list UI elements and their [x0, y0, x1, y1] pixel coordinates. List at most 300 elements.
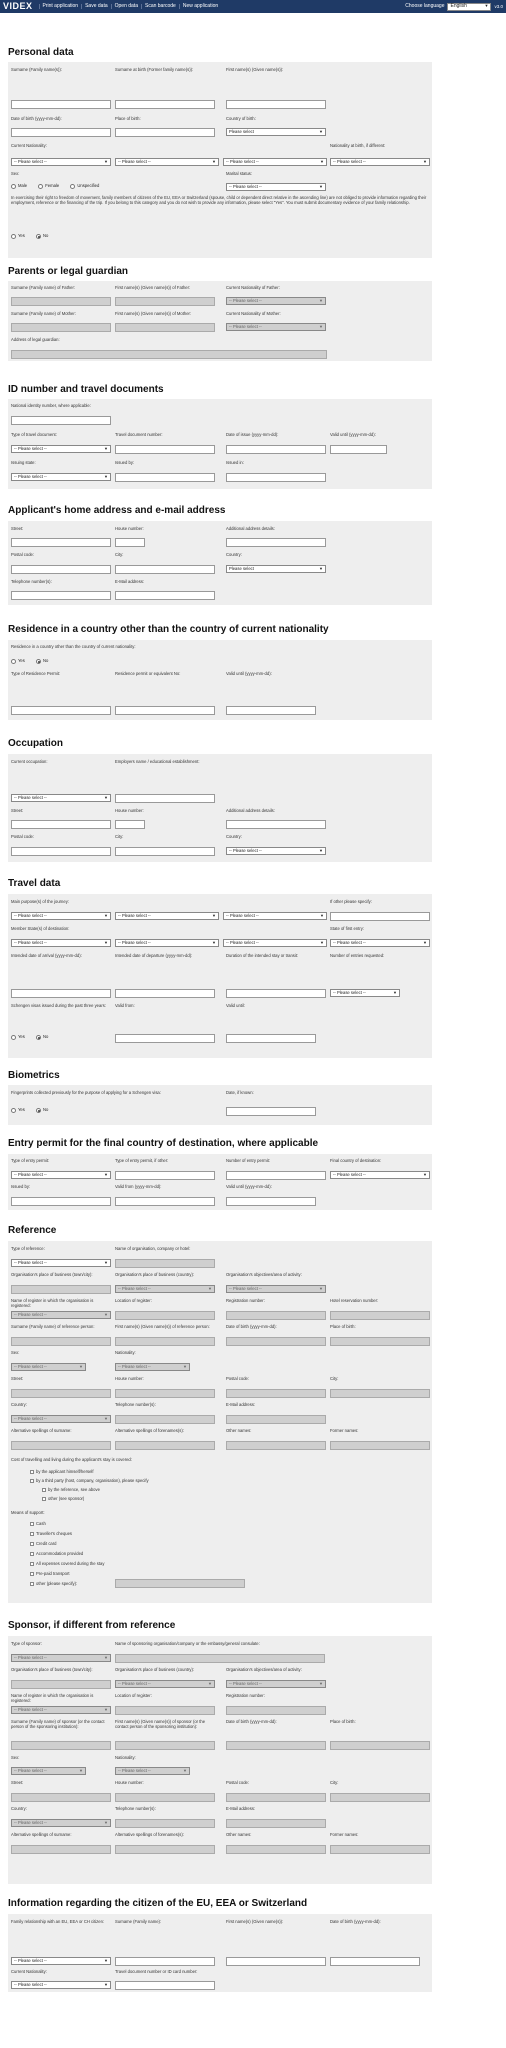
- ref-surname-label: Surname (Family name) of reference person:: [11, 1324, 95, 1329]
- ref-register-select[interactable]: -- Please select -- ▼: [11, 1311, 111, 1319]
- eu-surname-label: Surname (Family name):: [115, 1919, 162, 1924]
- sex-unspecified-radio[interactable]: Unspecified: [70, 184, 99, 189]
- sp-type-select[interactable]: -- Please select -- ▼: [11, 1654, 111, 1662]
- member-state-select-2[interactable]: -- Please select -- ▼: [115, 939, 219, 947]
- ref-street-label: Street:: [11, 1376, 24, 1381]
- sp-org-label: Name of sponsoring organisation/company or the embassy/general consulate:: [115, 1641, 260, 1646]
- country-label: Country:: [226, 552, 242, 557]
- chevron-down-icon: ▼: [319, 297, 323, 303]
- member-state-select-1[interactable]: -- Please select -- ▼: [11, 939, 111, 947]
- eu-relationship-select[interactable]: -- Please select -- ▼: [11, 1957, 111, 1965]
- ref-country-select[interactable]: -- Please select -- ▼: [11, 1415, 111, 1423]
- employer-country-label: Country:: [226, 834, 242, 839]
- fingerprints-radio-group: [11, 1108, 58, 1115]
- residence-valid-label: Valid until (yyyy-mm-dd):: [226, 671, 272, 676]
- mother-nationality-select[interactable]: -- Please select -- ▼: [226, 323, 326, 331]
- sp-postal-input[interactable]: [226, 1793, 326, 1802]
- chevron-down-icon: ▼: [104, 445, 108, 451]
- mother-first-input[interactable]: [115, 323, 215, 332]
- means-other-checkbox[interactable]: other (please specify):: [30, 1581, 77, 1586]
- sp-first-input[interactable]: [115, 1741, 215, 1750]
- chevron-down-icon: ▼: [208, 1285, 212, 1291]
- sex-female-radio[interactable]: Female: [38, 184, 59, 189]
- ref-pob-label: Place of birth:: [330, 1324, 356, 1329]
- cob-label: Country of birth:: [226, 116, 256, 121]
- permit-issued-by-label: Issued by:: [11, 1184, 31, 1189]
- sp-postal-label: Postal code:: [226, 1780, 250, 1785]
- means-accommodation-checkbox[interactable]: Accommodation provided: [30, 1551, 83, 1556]
- ref-city-input[interactable]: [330, 1389, 430, 1398]
- eu-doc-number-label: Travel document number or ID card number:: [115, 1969, 198, 1974]
- doc-type-select[interactable]: -- Please select -- ▼: [11, 445, 111, 453]
- fingerprints-yes-radio[interactable]: Yes: [11, 1108, 25, 1113]
- permit-number-input[interactable]: [115, 706, 215, 715]
- sex-label: Sex:: [11, 171, 20, 176]
- residence-radio-group: [11, 659, 58, 666]
- ref-sex-label: Sex:: [11, 1350, 20, 1355]
- ref-reg-number-label: Registration number:: [226, 1298, 265, 1303]
- cost-by-third-checkbox[interactable]: by a third party (host, company, organisation), please specify: [30, 1478, 149, 1483]
- permit-valid-from-label: Valid from (yyyy-mm-dd):: [115, 1184, 162, 1189]
- means-cheques-checkbox[interactable]: Traveller's cheques: [30, 1531, 72, 1536]
- ref-nationality-select[interactable]: -- Please select -- ▼: [115, 1363, 190, 1371]
- ref-alt-surname-label: Alternative spellings of surname:: [11, 1428, 72, 1433]
- entry-permit-number-label: Number of entry permit:: [226, 1158, 270, 1163]
- employer-street-label: Street:: [11, 808, 24, 813]
- ref-city-label: City:: [330, 1376, 339, 1381]
- chevron-down-icon: ▼: [319, 128, 323, 134]
- sponsor-title: Sponsor, if different from reference: [8, 1620, 176, 1631]
- father-nationality-label: Current Nationality of Father:: [226, 285, 280, 290]
- sp-register-select[interactable]: -- Please select -- ▼: [11, 1706, 111, 1714]
- arrival-input[interactable]: [11, 989, 111, 998]
- means-credit-card-checkbox[interactable]: Credit card: [30, 1541, 56, 1546]
- arrival-label: Intended date of arrival (yyyy-mm-dd):: [11, 953, 82, 958]
- travel-title: Travel data: [8, 878, 61, 889]
- current-nationality-select[interactable]: -- Please select -- ▼: [11, 158, 111, 166]
- ref-sex-select[interactable]: -- Please select -- ▼: [11, 1363, 86, 1371]
- sp-reg-number-label: Registration number:: [226, 1693, 265, 1698]
- postal-input[interactable]: [11, 565, 111, 574]
- means-prepaid-checkbox[interactable]: Pre-paid transport: [30, 1571, 70, 1576]
- city-label: City:: [115, 552, 124, 557]
- sp-phone-label: Telephone number(s):: [115, 1806, 156, 1811]
- top-bar: [0, 0, 506, 13]
- doc-number-input[interactable]: [115, 445, 215, 454]
- national-id-label: National identity number, where applicable:: [11, 403, 91, 408]
- sp-email-input[interactable]: [226, 1819, 326, 1828]
- eu-dob-label: Date of birth (yyyy-mm-dd):: [330, 1919, 381, 1924]
- chevron-down-icon: ▼: [423, 939, 427, 945]
- sp-former-names-label: Former names:: [330, 1832, 359, 1837]
- sp-city-label: City:: [330, 1780, 339, 1785]
- ref-alt-surname-input[interactable]: [11, 1441, 111, 1450]
- new-application-button[interactable]: New application: [179, 4, 221, 10]
- sp-alt-first-input[interactable]: [115, 1845, 215, 1854]
- mother-surname-input[interactable]: [11, 323, 111, 332]
- issuing-state-select[interactable]: -- Please select -- ▼: [11, 473, 111, 481]
- schengen-label: Schengen visas issued during the past three years:: [11, 1003, 106, 1008]
- current-nationality-2-select[interactable]: -- Please select -- ▼: [115, 158, 219, 166]
- ref-nationality-label: Nationality:: [115, 1350, 136, 1355]
- house-label: House number:: [115, 526, 144, 531]
- chevron-down-icon: ▼: [212, 158, 216, 164]
- schengen-from-input[interactable]: [115, 1034, 215, 1043]
- ref-former-names-label: Former names:: [330, 1428, 359, 1433]
- entry-permit-other-input[interactable]: [115, 1171, 215, 1180]
- cost-other-checkbox[interactable]: other (see sponsor): [42, 1496, 84, 1501]
- eu-family-yes-radio[interactable]: Yes: [11, 234, 25, 239]
- ref-register-loc-input[interactable]: [115, 1311, 215, 1320]
- additional-input[interactable]: [226, 538, 326, 547]
- sp-place-city-label: Organisation's place of business (town/city):: [11, 1667, 93, 1672]
- ref-postal-label: Postal code:: [226, 1376, 250, 1381]
- permit-valid-from-input[interactable]: [115, 1197, 215, 1206]
- departure-input[interactable]: [115, 989, 215, 998]
- sp-nationality-label: Nationality:: [115, 1755, 136, 1760]
- schengen-yes-radio[interactable]: Yes: [11, 1035, 25, 1040]
- occupation-label: Current occupation:: [11, 759, 48, 764]
- ref-reg-number-input[interactable]: [226, 1311, 326, 1320]
- sp-surname-input[interactable]: [11, 1741, 111, 1750]
- sp-objectives-label: Organisation's objectives/area of activity:: [226, 1667, 302, 1672]
- id-title: ID number and travel documents: [8, 384, 164, 395]
- sp-house-label: House number:: [115, 1780, 144, 1785]
- father-surname-label: Surname (Family name) of Father:: [11, 285, 75, 290]
- sp-org-input[interactable]: [115, 1654, 325, 1663]
- eu-surname-input[interactable]: [115, 1957, 215, 1966]
- permit-valid-until-input[interactable]: [226, 1197, 316, 1206]
- sp-register-loc-input[interactable]: [115, 1706, 215, 1715]
- schengen-no-radio[interactable]: No: [36, 1035, 48, 1040]
- chevron-down-icon: ▼: [79, 1767, 83, 1773]
- sp-place-city-input[interactable]: [11, 1680, 111, 1689]
- birth-nationality-label: Nationality at birth, if different:: [330, 143, 386, 148]
- email-input[interactable]: [115, 591, 215, 600]
- mother-first-label: First name(s) (Given name(s)) of Mother:: [115, 311, 192, 316]
- chevron-down-icon: ▼: [104, 1706, 108, 1712]
- ref-pob-input[interactable]: [330, 1337, 430, 1346]
- parents-title: Parents or legal guardian: [8, 266, 129, 277]
- cost-label: Cost of travelling and living during the applicant's stay is covered:: [11, 1457, 132, 1462]
- sex-male-radio[interactable]: Male: [11, 184, 27, 189]
- dob-label: Date of birth (yyyy-mm-dd):: [11, 116, 62, 121]
- ref-type-label: Type of reference:: [11, 1246, 45, 1251]
- purpose-select-1[interactable]: -- Please select -- ▼: [11, 912, 111, 920]
- sp-objectives-select[interactable]: -- Please select -- ▼: [226, 1680, 326, 1688]
- chevron-down-icon: ▼: [183, 1363, 187, 1369]
- ref-org-label: Name of organisation, company or hotel:: [115, 1246, 191, 1251]
- entry-permit-number-input[interactable]: [226, 1171, 326, 1180]
- ref-phone-input[interactable]: [115, 1415, 215, 1424]
- issued-in-input[interactable]: [226, 473, 326, 482]
- residence-yes-radio[interactable]: Yes: [11, 659, 25, 664]
- issue-date-label: Date of issue (yyyy-mm-dd):: [226, 432, 279, 437]
- sp-sex-select[interactable]: -- Please select -- ▼: [11, 1767, 86, 1775]
- chevron-down-icon: ▼: [104, 1171, 108, 1177]
- schengen-until-input[interactable]: [226, 1034, 316, 1043]
- chevron-down-icon: ▼: [183, 1767, 187, 1773]
- fingerprints-label: Fingerprints collected previously for the purpose of applying for a Schengen visa:: [11, 1090, 161, 1095]
- means-all-expenses-checkbox[interactable]: All expenses covered during the stay: [30, 1561, 104, 1566]
- save-data-button[interactable]: Save data: [81, 4, 111, 10]
- occupation-select[interactable]: -- Please select -- ▼: [11, 794, 111, 802]
- ref-alt-first-input[interactable]: [115, 1441, 215, 1450]
- ref-place-country-label: Organisation's place of business (country):: [115, 1272, 195, 1277]
- first-names-label: First name(s) (Given name(s)):: [226, 67, 284, 72]
- chevron-down-icon: ▼: [104, 158, 108, 164]
- sp-house-input[interactable]: [115, 1793, 215, 1802]
- chevron-down-icon: ▼: [104, 939, 108, 945]
- final-country-select[interactable]: -- Please select -- ▼: [330, 1171, 430, 1179]
- chevron-down-icon: ▼: [319, 1680, 323, 1686]
- chevron-down-icon: ▼: [104, 1957, 108, 1963]
- postal-label: Postal code:: [11, 552, 35, 557]
- father-first-input[interactable]: [115, 297, 215, 306]
- sp-pob-input[interactable]: [330, 1741, 430, 1750]
- reference-title: Reference: [8, 1225, 57, 1236]
- phone-input[interactable]: [11, 591, 111, 600]
- sp-email-label: E-Mail address:: [226, 1806, 256, 1811]
- entries-label: Number of entries requested:: [330, 953, 385, 958]
- ref-surname-input[interactable]: [11, 1337, 111, 1346]
- sp-nationality-select[interactable]: -- Please select -- ▼: [115, 1767, 190, 1775]
- chevron-down-icon: ▼: [423, 158, 427, 164]
- chevron-down-icon: ▼: [104, 1819, 108, 1825]
- residence-no-radio[interactable]: No: [36, 659, 48, 664]
- chevron-down-icon: ▼: [393, 989, 397, 995]
- guardian-address-input[interactable]: [11, 350, 327, 359]
- sp-register-label: Name of register in which the organisation is registered:: [11, 1693, 94, 1704]
- surname-label: Surname (Family name(s)):: [11, 67, 62, 72]
- ref-other-names-input[interactable]: [226, 1441, 326, 1450]
- ref-register-loc-label: Location of register:: [115, 1298, 152, 1303]
- eu-first-input[interactable]: [226, 1957, 326, 1966]
- sp-city-input[interactable]: [330, 1793, 430, 1802]
- ref-place-country-select[interactable]: -- Please select -- ▼: [115, 1285, 215, 1293]
- fingerprints-date-label: Date, if known:: [226, 1090, 254, 1095]
- ref-house-label: House number:: [115, 1376, 144, 1381]
- ref-objectives-select[interactable]: -- Please select -- ▼: [226, 1285, 326, 1293]
- sp-dob-label: Date of birth (yyyy-mm-dd):: [226, 1719, 277, 1724]
- departure-label: Intended date of departure (yyyy-mm-dd):: [115, 953, 193, 958]
- sp-register-loc-label: Location of register:: [115, 1693, 152, 1698]
- open-data-button[interactable]: Open data: [111, 4, 141, 10]
- guardian-address-label: Address of legal guardian:: [11, 337, 60, 342]
- sp-place-country-label: Organisation's place of business (country):: [115, 1667, 195, 1672]
- sp-alt-surname-label: Alternative spellings of surname:: [11, 1832, 72, 1837]
- sp-country-label: Country:: [11, 1806, 27, 1811]
- sp-dob-input[interactable]: [226, 1741, 326, 1750]
- chevron-down-icon: ▼: [212, 912, 216, 918]
- chevron-down-icon: ▼: [319, 847, 323, 853]
- final-country-label: Final country of destination:: [330, 1158, 382, 1163]
- chevron-down-icon: ▼: [104, 912, 108, 918]
- national-id-input[interactable]: [11, 416, 111, 425]
- birth-nationality-select[interactable]: -- Please select -- ▼: [330, 158, 430, 166]
- mother-surname-label: Surname (Family name) of Mother:: [11, 311, 76, 316]
- cost-by-reference-checkbox[interactable]: by the reference, see above: [42, 1487, 100, 1492]
- current-nationality-3-select[interactable]: -- Please select -- ▼: [223, 158, 327, 166]
- fingerprints-date-input[interactable]: [226, 1107, 316, 1116]
- sp-street-input[interactable]: [11, 1793, 111, 1802]
- pob-input[interactable]: [115, 128, 215, 137]
- sp-type-label: Type of sponsor:: [11, 1641, 42, 1646]
- chevron-down-icon: ▼: [212, 939, 216, 945]
- permit-type-input[interactable]: [11, 706, 111, 715]
- chevron-down-icon: ▼: [484, 3, 489, 9]
- issuing-state-label: Issuing state:: [11, 460, 36, 465]
- employer-input[interactable]: [115, 794, 215, 803]
- issued-in-label: Issued in:: [226, 460, 244, 465]
- ref-org-input[interactable]: [115, 1259, 215, 1268]
- eu-dob-input[interactable]: [330, 1957, 420, 1966]
- sp-country-select[interactable]: -- Please select -- ▼: [11, 1819, 111, 1827]
- city-input[interactable]: [115, 565, 215, 574]
- chevron-down-icon: ▼: [104, 1981, 108, 1987]
- sp-reg-number-input[interactable]: [226, 1706, 326, 1715]
- ref-house-input[interactable]: [115, 1389, 215, 1398]
- issue-date-input[interactable]: [226, 445, 326, 454]
- chevron-down-icon: ▼: [319, 183, 323, 189]
- first-names-input[interactable]: [226, 100, 326, 109]
- language-select[interactable]: English ▼: [447, 3, 491, 11]
- surname-birth-input[interactable]: [115, 100, 215, 109]
- employer-street-input[interactable]: [11, 820, 111, 829]
- ref-country-label: Country:: [11, 1402, 27, 1407]
- first-entry-select[interactable]: -- Please select -- ▼: [330, 939, 430, 947]
- print-application-button[interactable]: Print application: [39, 4, 82, 10]
- ref-place-city-input[interactable]: [11, 1285, 111, 1294]
- ref-other-names-label: Other names:: [226, 1428, 252, 1433]
- marital-select[interactable]: -- Please select -- ▼: [226, 183, 326, 191]
- eu-nationality-label: Current Nationality:: [11, 1969, 47, 1974]
- sex-radio-group: [11, 184, 109, 191]
- ref-postal-input[interactable]: [226, 1389, 326, 1398]
- cob-select[interactable]: Please select ▼: [226, 128, 326, 136]
- surname-input[interactable]: [11, 100, 111, 109]
- chevron-down-icon: ▼: [104, 1415, 108, 1421]
- father-nationality-select[interactable]: -- Please select -- ▼: [226, 297, 326, 305]
- eu-family-radio-group: [11, 234, 58, 241]
- sp-phone-input[interactable]: [115, 1819, 215, 1828]
- ref-street-input[interactable]: [11, 1389, 111, 1398]
- sp-surname-label: Surname (Family name) of sponsor (or the contact person of the sponsoring institution):: [11, 1719, 105, 1730]
- chevron-down-icon: ▼: [423, 1171, 427, 1177]
- occupation-title: Occupation: [8, 738, 64, 749]
- parents-section: [8, 281, 432, 361]
- home-title: Applicant's home address and e-mail address: [8, 505, 226, 516]
- employer-city-input[interactable]: [115, 847, 215, 856]
- entry-permit-type-select[interactable]: -- Please select -- ▼: [11, 1171, 111, 1179]
- schengen-radio-group: [11, 1035, 58, 1042]
- scan-barcode-button[interactable]: Scan barcode: [141, 4, 179, 10]
- schengen-until-label: Valid until:: [226, 1003, 246, 1008]
- chevron-down-icon: ▼: [208, 1680, 212, 1686]
- country-select[interactable]: Please select ▼: [226, 565, 326, 573]
- house-input[interactable]: [115, 538, 145, 547]
- father-surname-input[interactable]: [11, 297, 111, 306]
- employer-country-select[interactable]: -- Please select -- ▼: [226, 847, 326, 855]
- ref-first-input[interactable]: [115, 1337, 215, 1346]
- permit-type-label: Type of Residence Permit:: [11, 671, 61, 676]
- purpose-select-2[interactable]: -- Please select -- ▼: [115, 912, 219, 920]
- street-input[interactable]: [11, 538, 111, 547]
- employer-house-input[interactable]: [115, 820, 145, 829]
- eu-title: Information regarding the citizen of the EU, EEA or Switzerland: [8, 1898, 308, 1909]
- occupation-section: [8, 754, 432, 862]
- sp-first-label: First name(s) (Given name(s)) of sponsor (or the contact person of the sponsoring institution):: [115, 1719, 206, 1730]
- current-nationality-label: Current Nationality:: [11, 143, 47, 148]
- pob-label: Place of birth:: [115, 116, 141, 121]
- ref-former-names-input[interactable]: [330, 1441, 430, 1450]
- duration-input[interactable]: [226, 989, 326, 998]
- purpose-other-input[interactable]: [330, 912, 430, 921]
- means-other-input[interactable]: [115, 1579, 245, 1588]
- employer-additional-input[interactable]: [226, 820, 326, 829]
- valid-until-input[interactable]: [330, 445, 387, 454]
- doc-number-label: Travel document number:: [115, 432, 163, 437]
- fingerprints-no-radio[interactable]: No: [36, 1108, 48, 1113]
- eu-nationality-select[interactable]: -- Please select -- ▼: [11, 1981, 111, 1989]
- dob-input[interactable]: [11, 128, 111, 137]
- ref-hotel-res-input[interactable]: [330, 1311, 430, 1320]
- ref-email-input[interactable]: [226, 1415, 326, 1424]
- employer-postal-input[interactable]: [11, 847, 111, 856]
- schengen-from-label: Valid from:: [115, 1003, 135, 1008]
- eu-family-info-text: In exercising their right to freedom of movement, family members of citizens of the EU, EEA or Switzerland (spouse, child or dependent direct relative in the ascending line) are not obliged to provide information regarding their employment, reference or the financing of the trip. If you belong to this category and you do not wish to provide any information, please select "Yes". You must submit documentary evidence of your family relationship.: [11, 195, 427, 206]
- residence-valid-input[interactable]: [226, 706, 316, 715]
- sp-former-names-input[interactable]: [330, 1845, 430, 1854]
- sp-place-country-select[interactable]: -- Please select -- ▼: [115, 1680, 215, 1688]
- means-label: Means of support:: [11, 1510, 45, 1515]
- chevron-down-icon: ▼: [104, 473, 108, 479]
- eu-doc-number-input[interactable]: [115, 1981, 215, 1990]
- language-label: Choose language: [405, 2, 445, 9]
- employer-additional-label: Additional address details:: [226, 808, 275, 813]
- entry-permit-other-label: Type of entry permit, if other:: [115, 1158, 169, 1163]
- employer-postal-label: Postal code:: [11, 834, 35, 839]
- street-label: Street:: [11, 526, 24, 531]
- chevron-down-icon: ▼: [104, 794, 108, 800]
- chevron-down-icon: ▼: [319, 1285, 323, 1291]
- means-cash-checkbox[interactable]: Cash: [30, 1521, 46, 1526]
- sp-pob-label: Place of birth:: [330, 1719, 356, 1724]
- purpose-select-3[interactable]: -- Please select -- ▼: [223, 912, 327, 920]
- ref-dob-input[interactable]: [226, 1337, 326, 1346]
- issued-by-input[interactable]: [115, 473, 215, 482]
- member-state-label: Member State(s) of destination:: [11, 926, 70, 931]
- permit-issued-by-input[interactable]: [11, 1197, 111, 1206]
- ref-dob-label: Date of birth (yyyy-mm-dd):: [226, 1324, 277, 1329]
- entries-select[interactable]: -- Please select -- ▼: [330, 989, 400, 997]
- eu-first-label: First name(s) (Given name(s)):: [226, 1919, 284, 1924]
- ref-type-select[interactable]: -- Please select -- ▼: [11, 1259, 111, 1267]
- sp-other-names-input[interactable]: [226, 1845, 326, 1854]
- ref-phone-label: Telephone number(s):: [115, 1402, 156, 1407]
- ref-first-label: First name(s) (Given name(s)) of reference person:: [115, 1324, 210, 1329]
- eu-family-no-radio[interactable]: No: [36, 234, 48, 239]
- chevron-down-icon: ▼: [319, 323, 323, 329]
- app-logo: VIDEX: [3, 1, 33, 12]
- sp-alt-surname-input[interactable]: [11, 1845, 111, 1854]
- cost-by-applicant-checkbox[interactable]: by the applicant himself/herself: [30, 1469, 94, 1474]
- residence-title: Residence in a country other than the country of current nationality: [8, 624, 329, 635]
- chevron-down-icon: ▼: [104, 1311, 108, 1317]
- member-state-select-3[interactable]: -- Please select -- ▼: [223, 939, 327, 947]
- chevron-down-icon: ▼: [79, 1363, 83, 1369]
- father-first-label: First name(s) (Given name(s)) of Father:: [115, 285, 191, 290]
